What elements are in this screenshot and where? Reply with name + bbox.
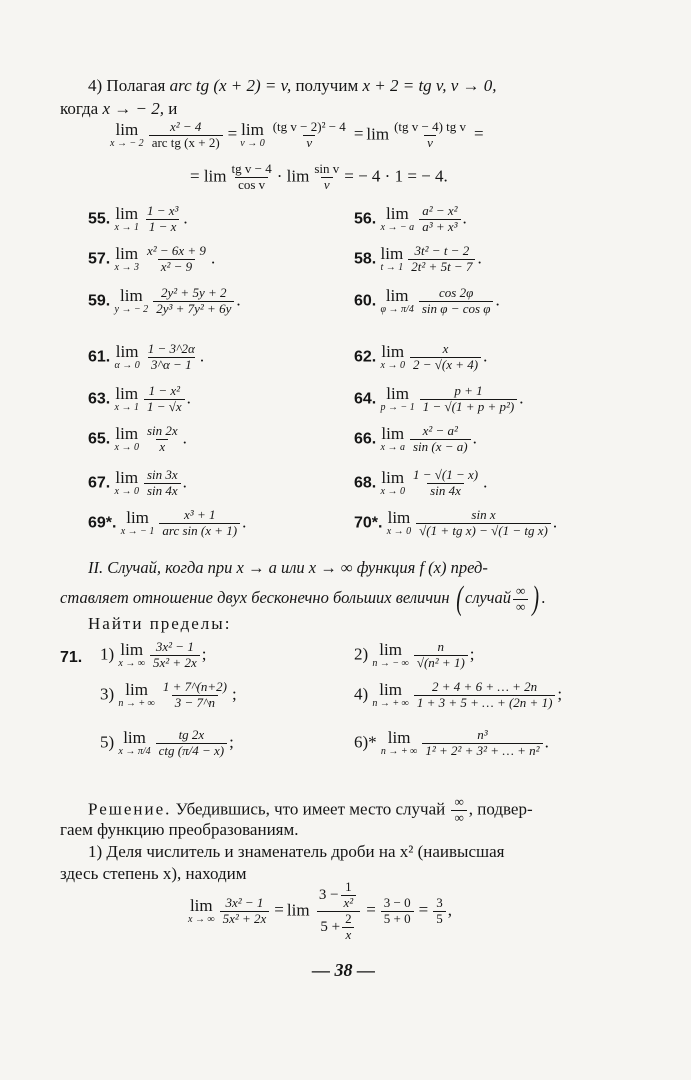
limit-word: lim [366, 124, 390, 144]
intro-text: когда [60, 99, 103, 118]
problem-item: 70*. lim x → 0 $\frac{\text{sin x}}{\text{√(1 + tg x) − √(1 − tg x)}}$ . [354, 507, 558, 538]
final-formula: lim x → ∞ $\frac{\text{3x² − 1}}{\text{5x² + 2x}}$ = lim 3 − $\frac{1}{\text{x²}}$ 5 + $\frac{2}{x}$ = $\frac{3 - 0}{5 + 0}$ = $\frac{3}{5}$ , [188, 879, 452, 942]
solution-text: Убедившись, что имеет место случай [171, 799, 446, 819]
problem-71-part: 4) lim n → + ∞ $\frac{2 + 4 + 6 + \dots + 2n}{1 + 3 + 5 + \dots + (2n + 1)}$ ; [354, 679, 563, 710]
limit-operator: lim x → 0 [114, 423, 139, 453]
limit-operator: lim x → 0 [380, 467, 405, 497]
intro-text: получим [291, 76, 363, 95]
fraction: $\frac{\text{(tg v − 4) tg v}}{v}$ [394, 119, 467, 150]
problem-number: 60. [354, 292, 377, 310]
problem-number: 56. [354, 210, 377, 228]
part-label: 2) [354, 644, 369, 664]
problem-number: 61. [88, 348, 111, 366]
section-heading-line-1: II. Случай, когда при x → a или x → ∞ функция f (x) пред- [88, 558, 488, 577]
problem-fraction: $\frac{\text{x² − a²}}{\sin (x - a)}$ [410, 424, 471, 455]
intro-formula: arc tg (x + 2) = v, [169, 76, 292, 95]
limit-operator: lim φ → π/4 [380, 285, 414, 315]
limit-operator: lim x → 3 [114, 243, 139, 273]
problem-item: 67. lim x → 0 $\frac{\sin 3x}{\sin 4x}$ . [88, 467, 187, 498]
problem-item: 60. lim φ → π/4 $\frac{\cos 2\varphi}{\text{sin φ − cos φ}}$ . [354, 285, 500, 316]
problem-fraction: $\frac{\text{1 − x²}}{1 - √x}$ [144, 384, 185, 415]
problem-fraction: $\frac{\text{sin x}}{\text{√(1 + tg x) − √(1 − tg x)}}$ [416, 508, 551, 539]
solution-line-2: гаем функцию преобразованиям. [60, 820, 299, 839]
part-label: 1) [100, 644, 115, 664]
part-label: 6)* [354, 732, 377, 752]
solution-text: , подвер- [468, 799, 533, 819]
problem-fraction: $\frac{\text{a² − x²}}{\text{a³ + x³}}$ [419, 204, 460, 235]
problem-item: 55. lim x → 1 $\frac{\text{1 − x³}}{1 - x}$ . [88, 203, 188, 234]
problem-number: 65. [88, 430, 111, 448]
problem-item: 61. lim α → 0 $\frac{1 - 3\^{}2\alpha}{3\^{}\alpha - 1}$ . [88, 341, 205, 372]
solution-word: Решение. [88, 799, 172, 819]
part-label: 5) [100, 732, 115, 752]
limit-operator: lim x → − a [380, 203, 415, 233]
section-text: ставляет отношение двух бесконечно больших величин [60, 587, 450, 607]
problem-item: 64. lim p → − 1 $\frac{p + 1}{\text{1 − √(1 + p + p²)}}$ . [354, 383, 524, 414]
limit-word: · lim [276, 166, 310, 186]
limit-operator: lim t → 1 [380, 243, 404, 273]
section-heading-line-2: ставляет отношение двух бесконечно больших величин ( случай ∞ ∞ ) . [60, 580, 546, 617]
limit-operator: lim x → − 1 [120, 507, 155, 537]
problem-fraction: $\frac{\text{3t² − t − 2}}{\text{2t² + 5t − 7}}$ [408, 244, 475, 275]
limit-operator: lim n → + ∞ [380, 727, 418, 757]
limit-operator: lim p → − 1 [380, 383, 415, 413]
problem-item: 65. lim x → 0 $\frac{\sin 2x}{x}$ . [88, 423, 187, 454]
fraction: $\frac{\text{3x² − 1}}{\text{5x² + 2x}}$ [220, 896, 270, 927]
limit-operator: lim x → 1 [114, 203, 139, 233]
problem-number: 68. [354, 474, 377, 492]
part-label: 4) [354, 684, 369, 704]
inf-over-inf: ∞ ∞ [513, 584, 528, 615]
problem-item: 69*. lim x → − 1 x³ + 1 arc sin (x + 1) . [88, 507, 247, 538]
problem-item: 68. lim x → 0 $\frac{1 - √(1 - x)}{\sin 4x}$ . [354, 467, 488, 498]
problem-71-part: 3) lim n → + ∞ $\frac{1 + 7\^{}(n+2)}{3 - 7\^{}n}$ ; [100, 679, 237, 710]
limit-operator: lim α → 0 [114, 341, 140, 371]
limit-operator: lim n → + ∞ [372, 679, 409, 709]
problem-fraction: $\frac{\sin 2x}{x}$ [146, 423, 178, 454]
limit-operator: lim x → a [380, 423, 405, 453]
problem-number: 59. [88, 292, 111, 310]
intro-line-2 [60, 99, 177, 119]
limit-operator: lim x → − 2 [110, 119, 144, 149]
problem-number: 67. [88, 474, 111, 492]
problem-fraction: $\frac{p + 1}{\text{1 − √(1 + p + p²)}}$ [420, 384, 518, 415]
find-limits-label: Найти пределы: [88, 614, 232, 633]
problem-number: 57. [88, 250, 111, 268]
compound-fraction: 3 − $\frac{1}{\text{x²}}$ 5 + $\frac{2}{x}$ [316, 880, 361, 943]
problem-number: 55. [88, 210, 111, 228]
problem-71-part: 1) lim x → ∞ $\frac{\text{3x² − 1}}{\text{5x² + 2x}}$ ; [100, 639, 207, 670]
solution-line-4: здесь степень x), находим [60, 864, 247, 883]
limit-operator: lim x → 0 [380, 341, 405, 371]
limit-operator: lim n → − ∞ [372, 639, 409, 669]
problem-number: 64. [354, 390, 377, 408]
fraction: $\frac{\text{(tg v − 2)² − 4}}{v}$ [272, 119, 346, 150]
problem-item: 63. lim x → 1 $\frac{\text{1 − x²}}{1 - √x}$ . [88, 383, 191, 414]
problem-fraction: $\frac{1 - √(1 - x)}{\sin 4x}$ [412, 467, 479, 498]
problem-item: 66. lim x → a $\frac{\text{x² − a²}}{\sin (x - a)}$ . [354, 423, 477, 454]
derivation-line-2 [190, 162, 448, 193]
limit-word: = lim [190, 166, 227, 186]
problem-item: 56. lim x → − a $\frac{\text{a² − x²}}{\text{a³ + x³}}$ . [354, 203, 467, 234]
problem-fraction: $\frac{\sin 3x}{\sin 4x}$ [144, 468, 181, 499]
case-word: случай [465, 587, 512, 607]
intro-line-1 [88, 76, 497, 96]
intro-formula: x → − 2, [102, 99, 164, 118]
part-fraction: $\frac{\text{n³}}{\text{1² + 2² + 3² + … + n²}}$ [422, 728, 542, 759]
limit-operator: lim y → − 2 [114, 285, 149, 315]
part-fraction: tg 2x ctg (π/4 − x) [156, 728, 227, 759]
intro-text: 4) Полагая [88, 76, 170, 95]
part-fraction: $\frac{\text{3x² − 1}}{\text{5x² + 2x}}$ [150, 640, 200, 671]
problem-number: 66. [354, 430, 377, 448]
limit-operator: lim x → π/4 [118, 727, 151, 757]
intro-text: и [164, 99, 178, 118]
fraction: $\frac{\text{sin v}}{v}$ [314, 161, 340, 192]
part-fraction: $\frac{1 + 7\^{}(n+2)}{3 - 7\^{}n}$ [162, 679, 227, 710]
intro-formula: v → 0, [446, 76, 497, 95]
problem-number: 69*. [88, 514, 117, 532]
derivation-result: = − 4 · 1 = − 4. [344, 166, 448, 186]
part-fraction: $\frac{2 + 4 + 6 + \dots + 2n}{1 + 3 + 5 + \dots + (2n + 1)}$ [414, 680, 556, 711]
problem-fraction: $\frac{\text{x² − 6x + 9}}{\text{x² − 9}}$ [146, 243, 206, 274]
page-number: — 38 — [312, 960, 375, 980]
intro-formula: x + 2 = tg v, [362, 76, 447, 95]
problem-fraction: $\frac{\cos 2\varphi}{\text{sin φ − cos φ}}$ [419, 286, 494, 317]
limit-operator: lim x → 1 [114, 383, 139, 413]
problem-71-part: 2) lim n → − ∞ $\frac{n}{\text{√(n² + 1)}}$ ; [354, 639, 475, 670]
problem-fraction: $\frac{\text{1 − x³}}{1 - x}$ [146, 203, 179, 234]
derivation-line-1: lim x → − 2 x² − 4 arc tg (x + 2) = lim v → 0 $\frac{\text{(tg v − 2)² − 4}}{v}$ = lim $\frac{\text{(tg v − 4) tg v}}{v}$ = [110, 119, 484, 150]
problem-fraction: x³ + 1 arc sin (x + 1) [159, 508, 240, 539]
limit-operator: lim x → ∞ [118, 639, 145, 669]
problem-71-part: 6)* lim n → + ∞ $\frac{\text{n³}}{\text{1² + 2² + 3² + … + n²}}$ . [354, 727, 549, 758]
problem-item: 59. lim y → − 2 $\frac{\text{2y² + 5y + 2}}{\text{2y³ + 7y² + 6y}}$ . [88, 285, 241, 316]
limit-operator: lim v → 0 [240, 119, 265, 149]
problem-71-part: 5) lim x → π/4 tg 2x ctg (π/4 − x) ; [100, 727, 234, 758]
limit-operator: lim n → + ∞ [118, 679, 155, 709]
problem-fraction: $\frac{\text{2y² + 5y + 2}}{\text{2y³ + 7y² + 6y}}$ [153, 286, 234, 317]
limit-operator: lim x → 0 [114, 467, 139, 497]
problem-item: 57. lim x → 3 $\frac{\text{x² − 6x + 9}}{\text{x² − 9}}$ . [88, 243, 216, 274]
part-fraction: $\frac{n}{\text{√(n² + 1)}}$ [414, 640, 468, 671]
problem-fraction: $\frac{x}{2 - √(x + 4)}$ [410, 342, 481, 373]
solution-line-3: 1) Деля числитель и знаменатель дроби на x² (наивысшая [88, 842, 505, 861]
fraction: $\frac{3}{5}$ [433, 896, 446, 927]
problem-number: 70*. [354, 514, 383, 532]
problem-item: 62. lim x → 0 $\frac{x}{2 - √(x + 4)}$ . [354, 341, 488, 372]
part-label: 3) [100, 684, 115, 704]
limit-word: lim [286, 900, 310, 920]
fraction: x² − 4 arc tg (x + 2) [149, 120, 223, 151]
limit-operator: lim x → ∞ [188, 895, 215, 925]
problem-number: 58. [354, 250, 377, 268]
inf-over-inf: ∞ ∞ [451, 795, 466, 826]
left-paren: ( [455, 580, 463, 617]
limit-operator: lim x → 0 [386, 507, 412, 537]
problem-number: 63. [88, 390, 111, 408]
problem-71-number: 71. [60, 649, 83, 666]
right-paren: ) [532, 580, 540, 617]
fraction: $\frac{\text{tg v − 4}}{\text{cos v}}$ [231, 161, 272, 192]
problem-fraction: $\frac{1 - 3\^{}2\alpha}{3\^{}\alpha - 1}$ [147, 341, 195, 372]
fraction: $\frac{3 - 0}{5 + 0}$ [381, 896, 414, 927]
problem-number: 62. [354, 348, 377, 366]
problem-item: 58. lim t → 1 $\frac{\text{3t² − t − 2}}{\text{2t² + 5t − 7}}$ . [354, 243, 482, 274]
